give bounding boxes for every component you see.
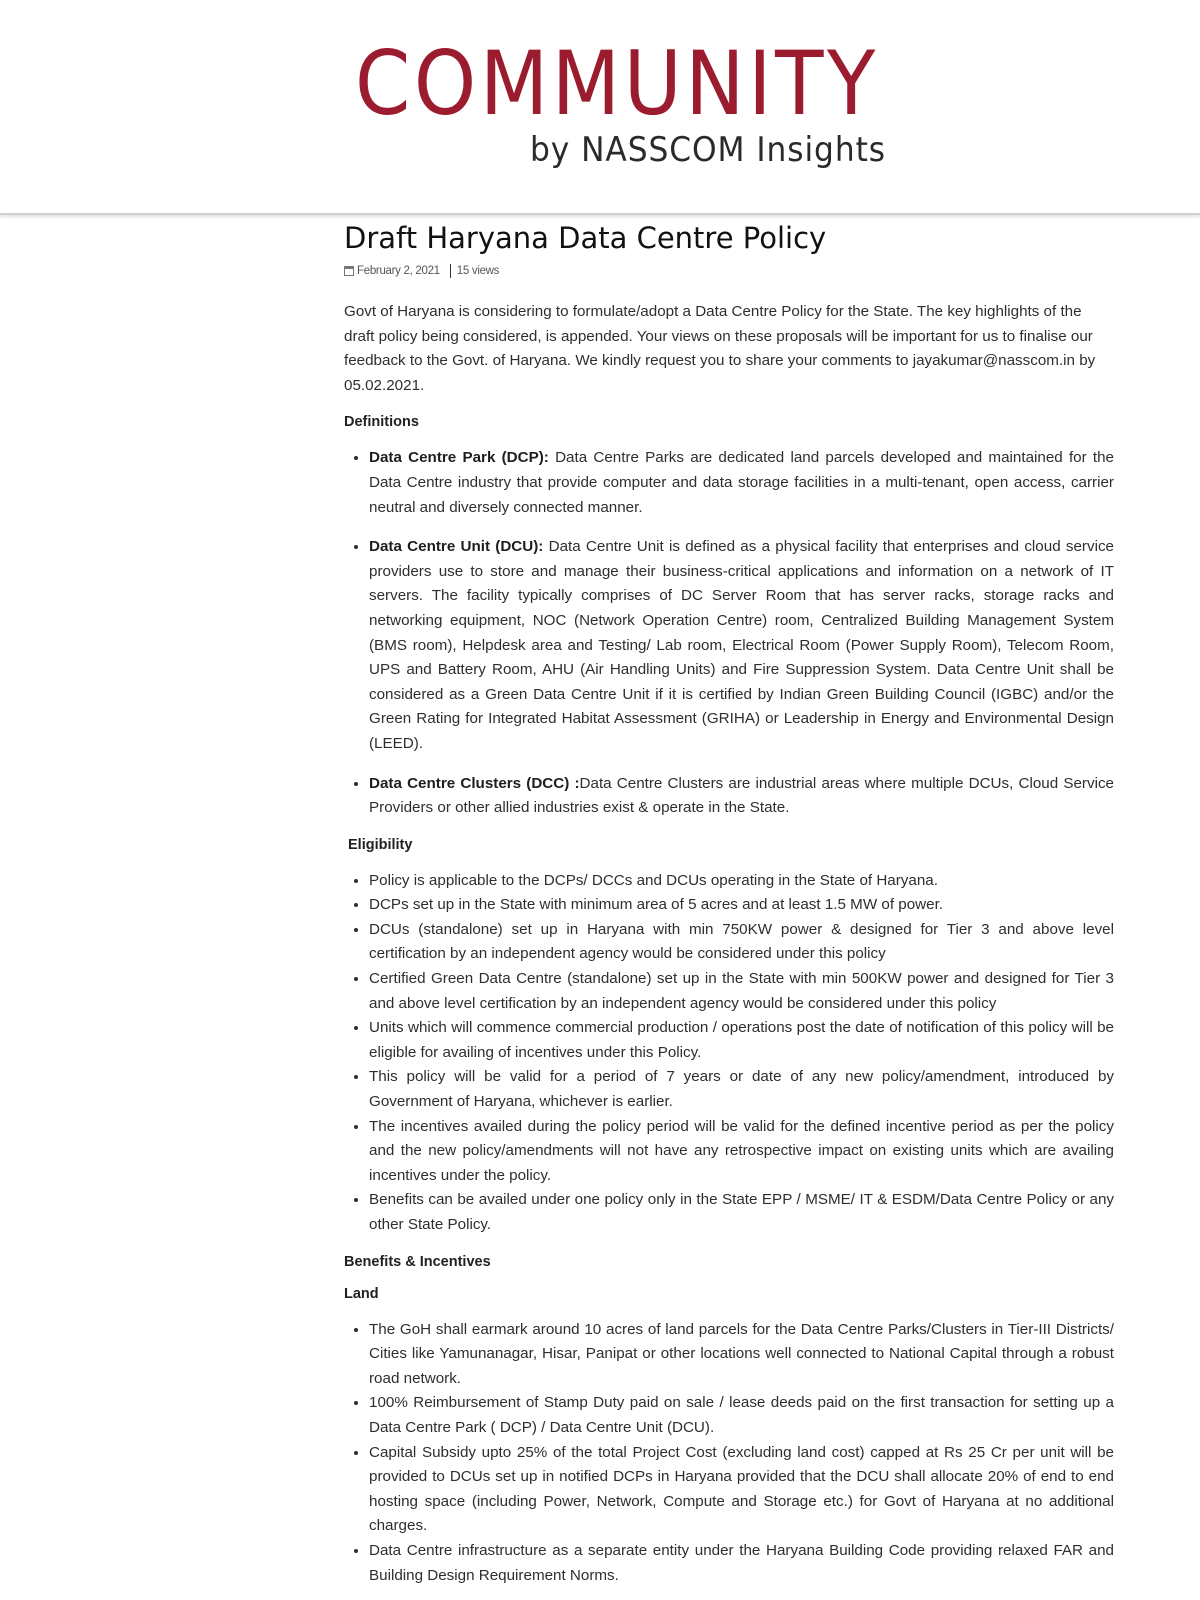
article-title: Draft Haryana Data Centre Policy [344,221,827,255]
meta-divider [450,264,451,278]
definition-term: Data Centre Unit (DCU): [369,538,544,556]
site-header [0,0,1200,215]
definition-term: Data Centre Park (DCP): [369,449,549,467]
list-item: • DCUs (standalone) set up in Haryana with min 750KW power & designed for Tier 3 and above level certification by an independent agency would be considered under this policy [369,918,1114,967]
definition-text: Data Centre Parks are dedicated land parcels developed and maintained for the Data Centre industry that provide computer and data storage facilities in a multi-tenant, open access, carrier neutral and diversely connected manner. [369,449,1115,516]
list-item: • The GoH shall earmark around 10 acres of land parcels for the Data Centre Parks/Clusters in Tier-III Districts/ Cities like Yamunanagar, Hisar, Panipat or other locations well connected to National Capital through a robust road network. [369,1318,1114,1392]
calendar-icon [344,266,354,276]
benefits-heading: Benefits & Incentives [344,1253,491,1270]
definition-text: Data Centre Clusters are industrial areas where multiple DCUs, Cloud Service Providers or other allied industries exist & operate in the State. [369,774,1114,817]
definition-term: Data Centre Clusters (DCC) : [369,774,580,792]
definitions-list [344,446,1114,820]
list-item: • Units which will commence commercial production / operations post the date of notification of this policy will be eligible for availing of incentives under this Policy. [369,1016,1114,1065]
intro-paragraph: Govt of Haryana is considering to formulate/adopt a Data Centre Policy for the State. The key highlights of the draft policy being considered, is appended. Your views on these proposals will be important for us to finalise our feedback to the Govt. of Haryana. We kindly request you to share your comments to jayakumar@nasscom.in by 05.02.2021. [344,303,1096,394]
list-item: • Policy is applicable to the DCPs/ DCCs and DCUs operating in the State of Haryana. [369,869,1114,894]
list-item: • The incentives availed during the policy period will be valid for the defined incentive period as per the policy and the new policy/amendments will not have any retrospective impact on existing units which are availing incentives under the policy. [369,1115,1114,1189]
land-heading: Land [344,1285,379,1302]
definition-text: Data Centre Unit is defined as a physical facility that enterprises and cloud service providers use to store and manage their business-critical applications and information on a network of IT servers. The facility typically comprises of DC Server Room that has server racks, storage racks and networking equipment, NOC (Network Operation Centre) room, Centralized Building Management System (BMS room), Helpdesk area and Testing/ Lab room, Electrical Room (Power Supply Room), Telecom Room, UPS and Battery Room, AHU (Air Handling Units) and Fire Suppression System. Data Centre Unit shall be considered as a Green Data Centre Unit if it is certified by Indian Green Building Council (IGBC) and/or the Green Rating for Integrated Habitat Assessment (GRIHA) or Leadership in Energy and Environmental Design (LEED). [369,538,1114,752]
eligibility-list [344,869,1114,1238]
view-count: 15 views [456,265,500,277]
list-item: • Benefits can be availed under one policy only in the State EPP / MSME/ IT & ESDM/Data Centre Policy or any other State Policy. [369,1188,1114,1237]
community-logo[interactable]: COMMUNITY [355,32,880,135]
article [344,212,1114,1588]
logo-subtitle: by NASSCOM Insights [530,130,886,170]
definitions-heading: Definitions [344,414,419,431]
list-item: • Data Centre infrastructure as a separate entity under the Haryana Building Code providing relaxed FAR and Building Design Requirement Norms. [369,1539,1114,1588]
list-item [369,446,1114,520]
post-date: February 2, 2021 [357,265,440,277]
list-item: • This policy will be valid for a period of 7 years or date of any new policy/amendment, introduced by Government of Haryana, whichever is earlier. [369,1065,1114,1114]
list-item: • Capital Subsidy upto 25% of the total Project Cost (excluding land cost) capped at Rs 25 Cr per unit will be provided to DCUs set up in notified DCPs in Haryana provided that the DCU shall allocate 20% of end to end hosting space (including Power, Network, Compute and Storage etc.) for Govt of Haryana at no additional charges. [369,1441,1114,1539]
list-item: • 100% Reimbursement of Stamp Duty paid on sale / lease deeds paid on the first transaction for setting up a Data Centre Park ( DCP) / Data Centre Unit (DCU). [369,1391,1114,1440]
list-item [369,535,1114,756]
eligibility-heading: Eligibility [348,836,413,853]
list-item: • Certified Green Data Centre (standalone) set up in the State with min 500KW power and designed for Tier 3 and above level certification by an independent agency would be considered under this policy [369,967,1114,1016]
list-item: • DCPs set up in the State with minimum area of 5 acres and at least 1.5 MW of power. [369,893,1114,918]
land-list [344,1318,1114,1589]
list-item [369,772,1114,821]
article-meta [344,262,1114,280]
